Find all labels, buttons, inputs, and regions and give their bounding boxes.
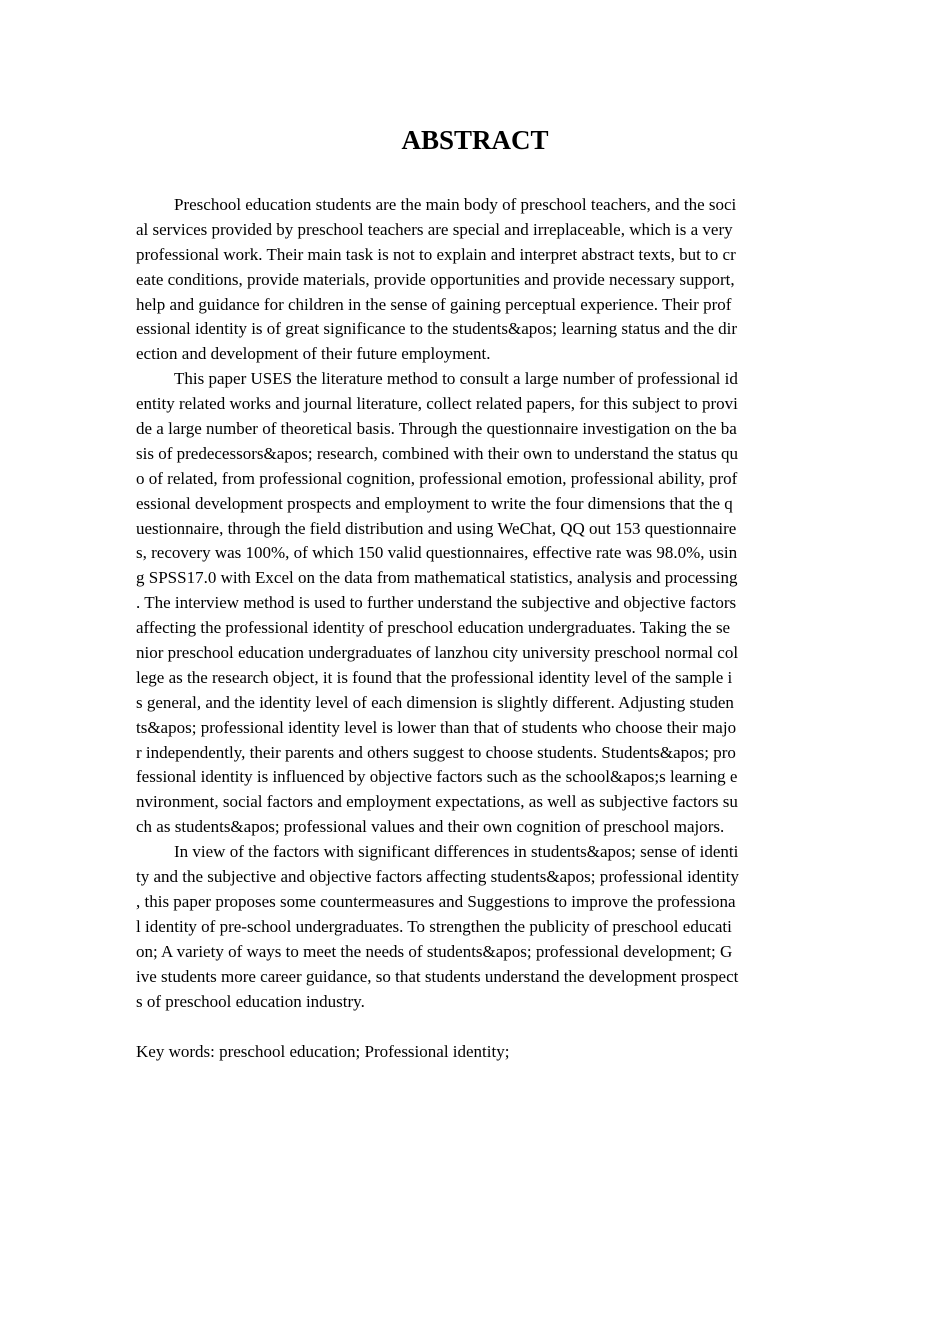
- text-line: ection and development of their future employment.: [136, 344, 491, 364]
- text-line: r independently, their parents and others suggest to choose students. Students&apos; pro: [136, 742, 736, 762]
- text-line: professional work. Their main task is not to explain and interpret abstract texts, but to cr: [136, 244, 736, 264]
- text-line: on; A variety of ways to meet the needs of students&apos; professional development; G: [136, 941, 733, 961]
- text-line: essional identity is of great significance to the students&apos; learning status and the dir: [136, 319, 738, 339]
- text-line: s, recovery was 100%, of which 150 valid questionnaires, effective rate was 98.0%, usin: [136, 543, 738, 563]
- text-line: affecting the professional identity of preschool education undergraduates. Taking the se: [136, 618, 731, 638]
- text-line: eate conditions, provide materials, provide opportunities and provide necessary support,: [136, 269, 735, 289]
- text-line: essional development prospects and employment to write the four dimensions that the q: [136, 493, 733, 513]
- abstract-paragraph-3: [136, 840, 816, 1014]
- text-line: help and guidance for children in the sense of gaining perceptual experience. Their prof: [136, 294, 732, 314]
- text-line: lege as the research object, it is found that the professional identity level of the sample i: [136, 667, 733, 687]
- text-line: uestionnaire, through the field distribution and using WeChat, QQ out 153 questionnaire: [136, 518, 737, 538]
- text-line: fessional identity is influenced by objective factors such as the school&apos;s learning e: [136, 767, 738, 787]
- text-line: entity related works and journal literature, collect related papers, for this subject to provi: [136, 394, 738, 414]
- text-line: de a large number of theoretical basis. Through the questionnaire investigation on the ba: [136, 419, 737, 439]
- abstract-title: ABSTRACT: [401, 125, 549, 155]
- text-line: s general, and the identity level of each dimension is slightly different. Adjusting studen: [136, 692, 734, 712]
- abstract-paragraph-2: [136, 367, 816, 840]
- text-line: Preschool education students are the main body of preschool teachers, and the soci: [174, 195, 737, 214]
- text-line: s of preschool education industry.: [136, 991, 365, 1011]
- text-line: sis of predecessors&apos; research, combined with their own to understand the status qu: [136, 443, 738, 463]
- abstract-body: [136, 193, 816, 1014]
- text-line: ch as students&apos; professional values and their own cognition of preschool majors.: [136, 817, 725, 837]
- text-line: nvironment, social factors and employment expectations, as well as subjective factors su: [136, 792, 738, 812]
- text-line: ty and the subjective and objective factors affecting students&apos; professional identity: [136, 867, 740, 887]
- text-line: In view of the factors with significant differences in students&apos; sense of identi: [174, 842, 739, 862]
- text-line: l identity of pre-school undergraduates. To strengthen the publicity of preschool educati: [136, 916, 732, 936]
- text-line: , this paper proposes some countermeasures and Suggestions to improve the professiona: [136, 891, 736, 911]
- text-line: . The interview method is used to further understand the subjective and objective factors: [136, 593, 737, 613]
- text-line: al services provided by preschool teachers are special and irreplaceable, which is a very: [136, 219, 733, 239]
- keywords-line: Key words: preschool education; Professional identity;: [136, 1042, 510, 1061]
- text-line: ive students more career guidance, so that students understand the development prospect: [136, 966, 739, 986]
- abstract-paragraph-1: [136, 193, 816, 367]
- text-line: o of related, from professional cognition, professional emotion, professional ability, prof: [136, 468, 738, 488]
- text-line: nior preschool education undergraduates of lanzhou city university preschool normal col: [136, 643, 739, 663]
- text-line: This paper USES the literature method to consult a large number of professional id: [174, 369, 738, 389]
- text-line: ts&apos; professional identity level is lower than that of students who choose their majo: [136, 717, 737, 737]
- text-line: g SPSS17.0 with Excel on the data from mathematical statistics, analysis and processing: [136, 568, 738, 588]
